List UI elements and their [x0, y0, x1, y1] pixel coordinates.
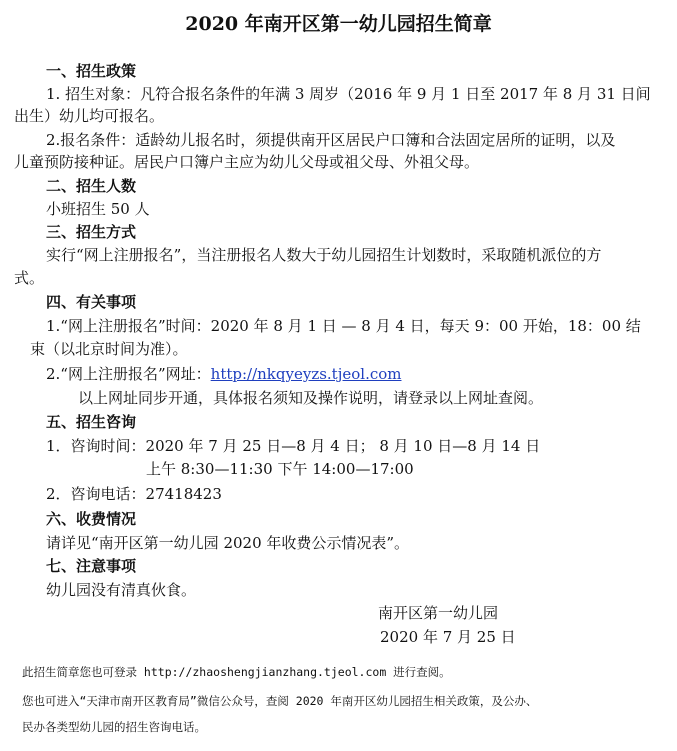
- footer-line-2: 您也可进入“天津市南开区教育局”微信公众号，查阅 2020 年南开区幼儿园招生相关政策，及公办、: [22, 694, 538, 708]
- signature-date: 2020 年 7 月 25 日: [380, 628, 516, 646]
- policy-condition-line-1: 2.报名条件：适龄幼儿报名时，须提供南开区居民户口簿和合法固定居所的证明，以及: [46, 131, 616, 149]
- notice-text: 幼儿园没有清真伙食。: [46, 581, 197, 599]
- section-5-heading: 五、招生咨询: [46, 413, 137, 431]
- page-title: 2020 年南开区第一幼儿园招生简章: [185, 13, 492, 35]
- registration-time-line-2: 束（以北京时间为准）。: [30, 340, 188, 358]
- section-1-heading: 一、招生政策: [46, 62, 137, 80]
- method-line-2: 式。: [14, 269, 45, 287]
- registration-url-link[interactable]: http://nkqyeyzs.tjeol.com: [210, 365, 402, 383]
- consult-time-hours: 上午 8:30—11:30 下午 14:00—17:00: [146, 460, 414, 478]
- section-6-heading: 六、收费情况: [46, 510, 137, 528]
- section-2-heading: 二、招生人数: [46, 177, 137, 195]
- registration-time-line-1: 1.“网上注册报名”时间：2020 年 8 月 1 日 — 8 月 4 日，每天 9：00 开始，18：00 结: [46, 317, 641, 335]
- consult-time-dates: 1．咨询时间：2020 年 7 月 25 日—8 月 4 日； 8 月 10 日—8 月 14 日: [46, 437, 541, 455]
- section-3-heading: 三、招生方式: [46, 223, 137, 241]
- section-4-heading: 四、有关事项: [46, 293, 137, 311]
- signature-org: 南开区第一幼儿园: [378, 604, 499, 622]
- fee-info: 请详见“南开区第一幼儿园 2020 年收费公示情况表”。: [46, 534, 410, 552]
- section-7-heading: 七、注意事项: [46, 557, 137, 575]
- footer-line-3: 民办各类型幼儿园的招生咨询电话。: [22, 720, 206, 734]
- method-line-1: 实行“网上注册报名”，当注册报名人数大于幼儿园招生计划数时，采取随机派位的方: [46, 246, 602, 264]
- policy-condition-line-2: 儿童预防接种证。居民户口簿户主应为幼儿父母或祖父母、外祖父母。: [14, 153, 480, 171]
- registration-url-note: 以上网址同步开通，具体报名须知及操作说明，请登录以上网址查阅。: [78, 389, 544, 407]
- footer-line-1: 此招生简章您也可登录 http://zhaoshengjianzhang.tjeol.com 进行查阅。: [22, 665, 451, 679]
- policy-target-line-2: 出生）幼儿均可报名。: [14, 107, 165, 125]
- registration-url-line: [46, 364, 402, 384]
- policy-target-line-1: 1. 招生对象：凡符合报名条件的年满 3 周岁（2016 年 9 月 1 日至 2017 年 8 月 31 日间: [46, 85, 651, 103]
- enrollment-count: 小班招生 50 人: [46, 200, 150, 218]
- consult-phone: 2．咨询电话：27418423: [46, 485, 222, 503]
- registration-url-label: 2.“网上注册报名”网址：: [46, 365, 211, 383]
